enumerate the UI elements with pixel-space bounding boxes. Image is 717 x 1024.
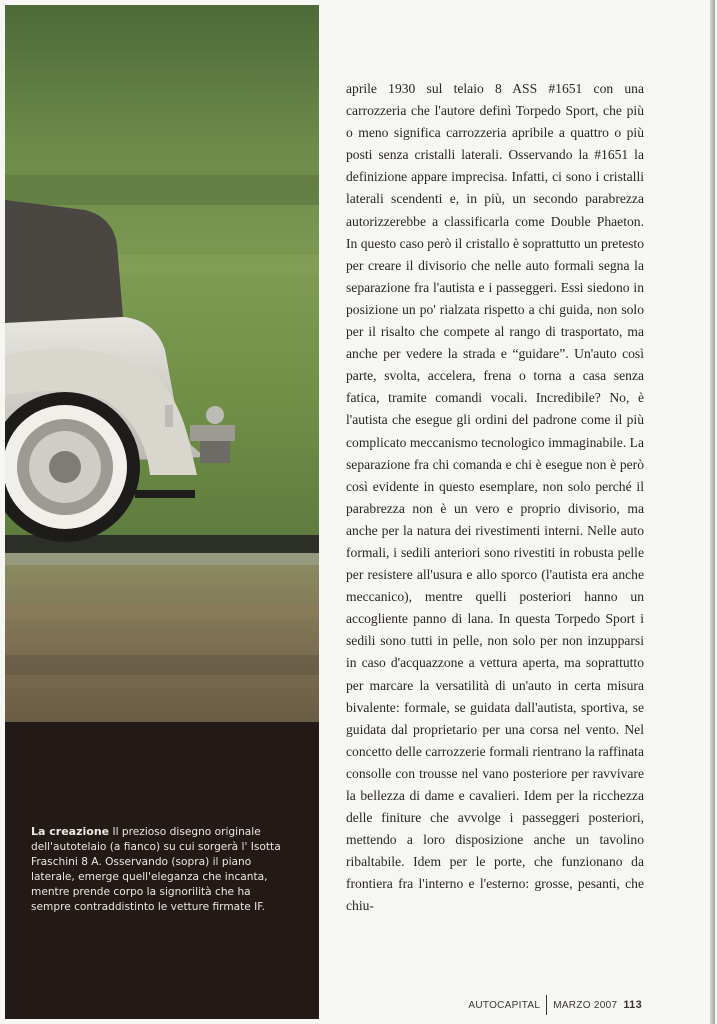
car-illustration [5,5,319,722]
issue-date: MARZO 2007 [553,999,618,1011]
page-number: 113 [623,999,642,1011]
caption-text: Il prezioso disegno originale dell'autotelaio (a fianco) su cui sorgerà l' Isotta Fraschini 8 A. Osservando (sopra) il piano laterale, emerge quell'eleganza che incanta, mentre prende corpo la signorilità che ha sempre contraddistinto le vetture firmate IF. [31,826,281,913]
magazine-name: AUTOCAPITAL [468,999,541,1011]
page-footer [468,995,642,1015]
photo-caption [31,824,293,915]
page-edge [710,0,715,1024]
car-photo [5,5,319,722]
caption-panel [5,722,319,1019]
footer-divider [546,995,547,1015]
article-body: aprile 1930 sul telaio 8 ASS #1651 con una carrozzeria che l'autore definì Torpedo Sport, che più o meno significa carrozzeria apribile a quattro o più posti senza cristalli laterali. Osservando la #1651 la definizione appare imprecisa. Infatti, ci sono i cristalli laterali scendenti e, in più, un secondo parabrezza autorizzerebbe a classificarla come Double Phaeton. In questo caso però il cristallo è soprattutto un pretesto per creare il divisorio che nelle auto formali segna la separazione fra l'autista e i passeggeri. Essi siedono in posizione un po' rialzata rispetto a chi guida, non solo per il risalto che compete al rango di trasportato, ma anche per vedere la strada e “guidare”. Un'auto così parte, svolta, accelera, frena o torna a casa senza fatica, tramite comandi vocali. Incredibile? No, è l'autista che esegue gli ordini del padrone come il più complicato meccanismo tecnologico immaginabile. La separazione fra chi comanda e chi è esegue non è però così evidente in questo esemplare, non solo perché il parabrezza non è un vero e proprio divisorio, ma anche per la natura dei rivestimenti interni. Nelle auto formali, i sedili anteriori sono rivestiti in robusta pelle per resistere all'usura e allo sporco (l'autista era anche meccanico), mentre quelli posteriori hanno un accogliente panno di lana. In questa Torpedo Sport i sedili sono tutti in pelle, non solo per non inzupparsi in caso d'acquazzone a vettura aperta, ma soprattutto per marcare la versatilità di un'auto in certa misura bivalente: formale, se guidata dall'autista, sportiva, se guidata dal proprietario per una corsa nel vento. Nel concetto delle carrozzerie formali rientrano la raffinata consolle con trousse nel vano posteriore per ravvivare la bellezza di dame e cavalieri. Idem per la ricchezza delle finiture che avvolge i passeggeri posteriori, mettendo a loro disposizione anche un tavolino ribaltabile. Idem per le porte, che funzionano da frontiera fra l'interno e l'esterno: grosse, pesanti, che chiu- [346,81,644,914]
caption-title: La creazione [31,825,110,838]
